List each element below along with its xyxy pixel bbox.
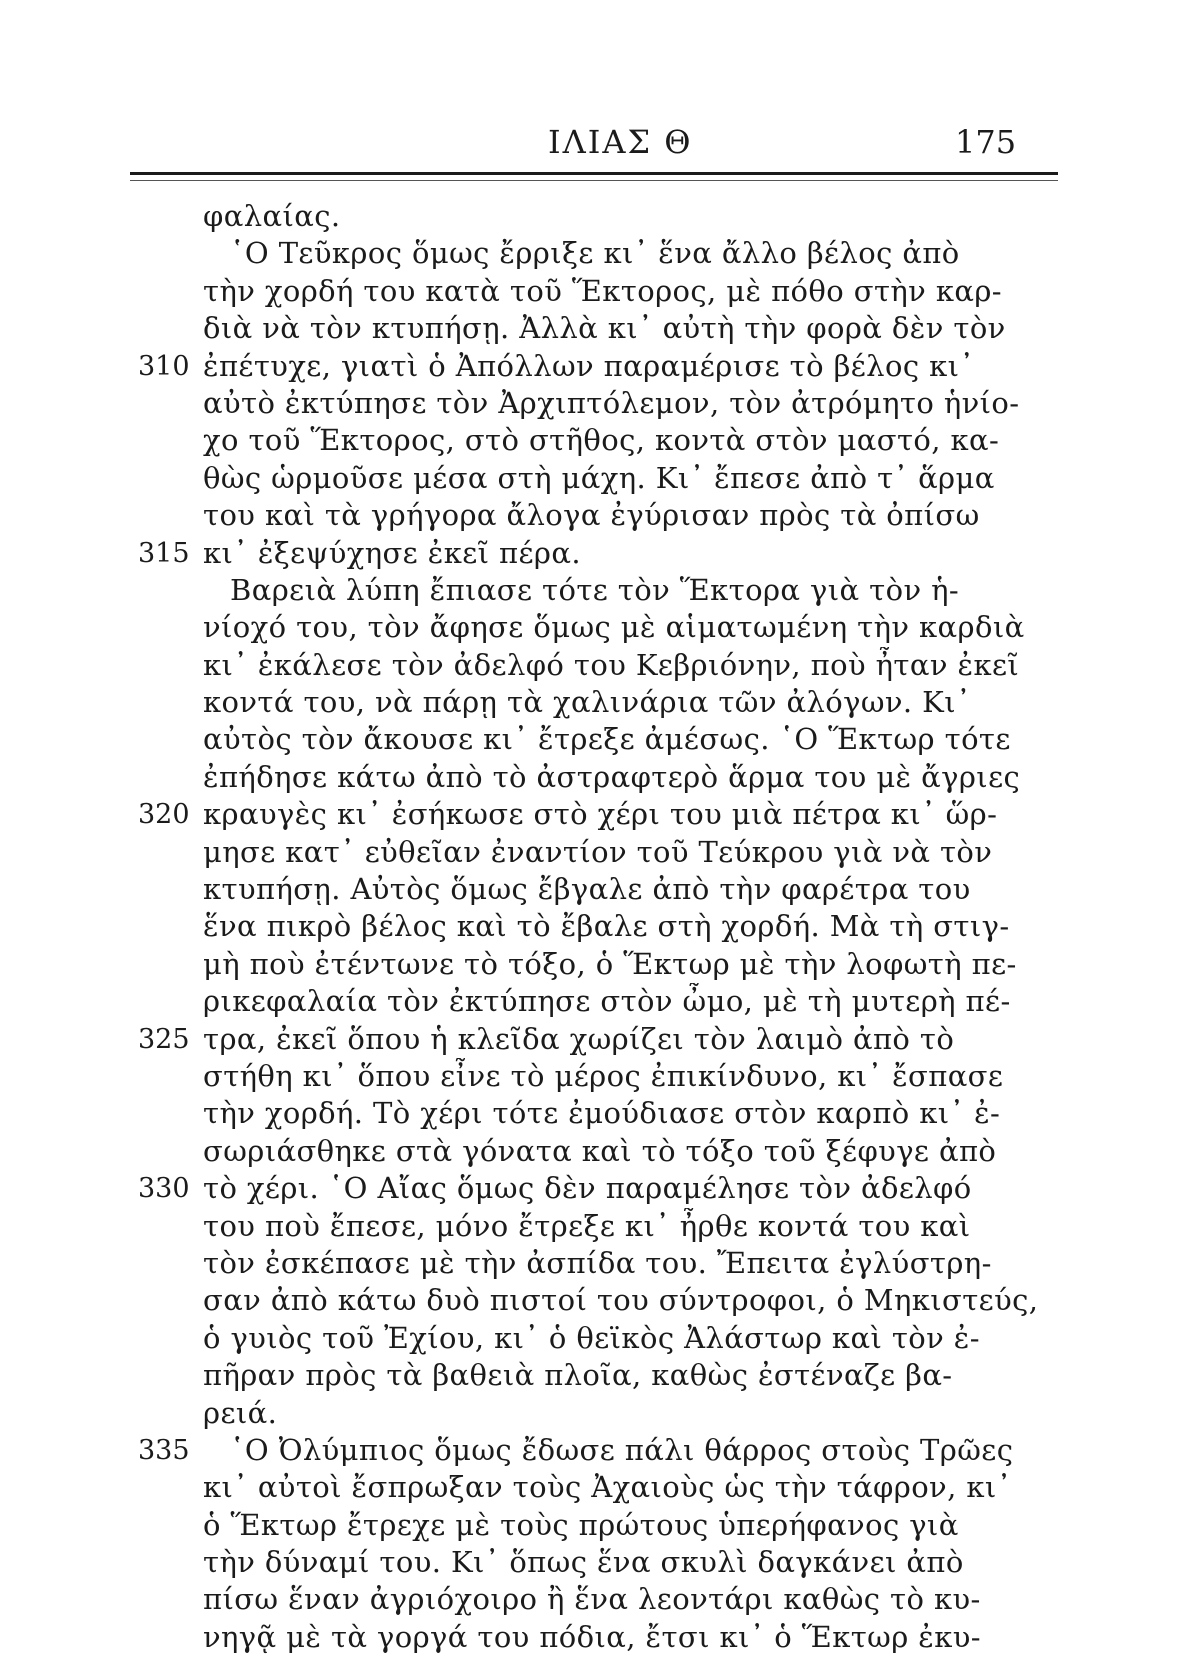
text-line (0, 1544, 1179, 1581)
text-line (0, 871, 1179, 908)
line-number: 330 (138, 1173, 190, 1205)
line-text: αὐτὸ ἐκτύπησε τὸν Ἀρχιπτόλεμον, τὸν ἀτρόμητο ἡνίο- (203, 385, 1020, 420)
text-line (0, 1357, 1179, 1394)
line-text: κραυγὲς κι᾽ ἐσήκωσε στὸ χέρι του μιὰ πέτρα κι᾽ ὥρ- (203, 797, 998, 832)
line-text: πῆραν πρὸς τὰ βαθειὰ πλοῖα, καθὼς ἐστέναζε βα- (203, 1358, 953, 1393)
text-line (0, 497, 1179, 534)
line-text: ρειά. (203, 1395, 278, 1430)
text-line (0, 460, 1179, 497)
line-text: τὴν χορδή. Τὸ χέρι τότε ἐμούδιασε στὸν καρπὸ κι᾽ ἐ- (203, 1096, 1001, 1131)
line-text: ὁ Ἕκτωρ ἔτρεχε μὲ τοὺς πρώτους ὑπερήφανος γιὰ (203, 1507, 959, 1542)
line-text: ἐπέτυχε, γιατὶ ὁ Ἀπόλλων παραμέρισε τὸ βέλος κι᾽ (203, 348, 975, 383)
line-text: κτυπήσῃ. Αὐτὸς ὅμως ἔβγαλε ἀπὸ τὴν φαρέτρα του (203, 872, 971, 907)
text-line (0, 1395, 1179, 1432)
text-line (0, 535, 1179, 572)
line-text: φαλαίας. (203, 199, 341, 233)
text-line (0, 1619, 1179, 1656)
text-line (0, 1095, 1179, 1132)
line-number: 325 (138, 1023, 190, 1055)
text-line (0, 1058, 1179, 1095)
text-line (0, 647, 1179, 684)
line-text: κοντά του, νὰ πάρῃ τὰ χαλινάρια τῶν ἀλόγων. Κι᾽ (203, 685, 971, 720)
line-text: κι᾽ ἐκάλεσε τὸν ἀδελφό του Κεβριόνην, ποὺ ἦταν ἐκεῖ (203, 647, 1020, 682)
text-line (0, 983, 1179, 1020)
line-number: 310 (138, 350, 190, 382)
line-text: αὐτὸς τὸν ἄκουσε κι᾽ ἔτρεξε ἀμέσως. ῾Ο Ἕκτωρ τότε (203, 722, 1011, 757)
text-line (0, 908, 1179, 945)
line-text: νίοχό του, τὸν ἄφησε ὅμως μὲ αἱματωμένη τὴν καρδιὰ (203, 610, 1025, 645)
header-rule (130, 172, 1058, 175)
line-text: ἐπήδησε κάτω ἀπὸ τὸ ἀστραφτερὸ ἅρμα του μὲ ἄγριες (203, 759, 1021, 794)
text-line (0, 422, 1179, 459)
text-line (0, 834, 1179, 871)
text-line (0, 1581, 1179, 1618)
text-body (0, 198, 1179, 1656)
text-line (0, 310, 1179, 347)
text-line (0, 235, 1179, 272)
line-text: θὼς ὡρμοῦσε μέσα στὴ μάχη. Κι᾽ ἔπεσε ἀπὸ τ᾽ ἅρμα (203, 460, 995, 495)
text-line (0, 1208, 1179, 1245)
line-text: μὴ ποὺ ἐτέντωνε τὸ τόξο, ὁ Ἕκτωρ μὲ τὴν λοφωτὴ πε- (203, 946, 1017, 981)
text-line (0, 1432, 1179, 1469)
text-line (0, 1282, 1179, 1319)
line-text: στήθη κι᾽ ὅπου εἶνε τὸ μέρος ἐπικίνδυνο, κι᾽ ἔσπασε (203, 1058, 1004, 1093)
page-number: 175 (955, 123, 1017, 161)
running-title: ΙΛΙΑΣ Θ (548, 123, 693, 161)
text-line (0, 759, 1179, 796)
line-text: σαν ἀπὸ κάτω δυὸ πιστοί του σύντροφοι, ὁ Μηκιστεύς, (203, 1283, 1039, 1318)
text-line (0, 609, 1179, 646)
line-text: νηγᾷ μὲ τὰ γοργά του πόδια, ἔτσι κι᾽ ὁ Ἕκτωρ ἐκυ- (203, 1619, 981, 1654)
line-text: του ποὺ ἔπεσε, μόνο ἔτρεξε κι᾽ ἦρθε κοντά του καὶ (203, 1208, 971, 1243)
line-text: μησε κατ᾽ εὐθεῖαν ἐναντίον τοῦ Τεύκρου γιὰ νὰ τὸν (203, 834, 993, 869)
line-text: κι᾽ ἐξεψύχησε ἐκεῖ πέρα. (203, 535, 581, 570)
text-line (0, 1245, 1179, 1282)
text-line (0, 1021, 1179, 1058)
text-line (0, 572, 1179, 609)
line-text: τὴν δύναμί του. Κι᾽ ὅπως ἕνα σκυλὶ δαγκάνει ἀπὸ (203, 1545, 964, 1580)
line-text: σωριάσθηκε στὰ γόνατα καὶ τὸ τόξο τοῦ ξέφυγε ἀπὸ (203, 1133, 997, 1168)
text-line (0, 1133, 1179, 1170)
header-rule-thin (130, 180, 1058, 181)
line-text: χο τοῦ Ἕκτορος, στὸ στῆθος, κοντὰ στὸν μαστό, κα- (203, 423, 1000, 458)
line-text: κι᾽ αὐτοὶ ἔσπρωξαν τοὺς Ἀχαιοὺς ὡς τὴν τάφρον, κι᾽ (203, 1470, 1012, 1505)
line-text: διὰ νὰ τὸν κτυπήσῃ. Ἀλλὰ κι᾽ αὐτὴ τὴν φορὰ δὲν τὸν (203, 311, 1006, 346)
line-text: ὁ γυιὸς τοῦ Ἐχίου, κι᾽ ὁ θεϊκὸς Ἀλάστωρ καὶ τὸν ἐ- (203, 1320, 980, 1355)
text-line (0, 273, 1179, 310)
line-text: ἕνα πικρὸ βέλος καὶ τὸ ἔβαλε στὴ χορδή. Μὰ τὴ στιγ- (203, 909, 1010, 944)
text-line (0, 1469, 1179, 1506)
text-line (0, 796, 1179, 833)
line-text: τρα, ἐκεῖ ὅπου ἡ κλεῖδα χωρίζει τὸν λαιμὸ ἀπὸ τὸ (203, 1021, 955, 1056)
text-line (0, 198, 1179, 235)
line-text: Βαρειὰ λύπη ἔπιασε τότε τὸν Ἕκτορα γιὰ τὸν ἡ- (230, 572, 960, 607)
line-number: 320 (138, 799, 190, 831)
text-line (0, 348, 1179, 385)
text-line (0, 385, 1179, 422)
line-text: πίσω ἕναν ἀγριόχοιρο ἢ ἕνα λεοντάρι καθὼς τὸ κυ- (203, 1582, 981, 1617)
line-text: ῾Ο Ὀλύμπιος ὅμως ἔδωσε πάλι θάρρος στοὺς Τρῶες (230, 1432, 1014, 1467)
line-number: 335 (138, 1434, 190, 1466)
line-text: τὴν χορδή του κατὰ τοῦ Ἕκτορος, μὲ πόθο στὴν καρ- (203, 273, 1002, 308)
line-text: τὸν ἐσκέπασε μὲ τὴν ἀσπίδα του. Ἔπειτα ἐγλύστρη- (203, 1245, 992, 1280)
line-text: ῾Ο Τεῦκρος ὅμως ἔρριξε κι᾽ ἕνα ἄλλο βέλος ἀπὸ (230, 236, 960, 271)
text-line (0, 946, 1179, 983)
line-number: 315 (138, 537, 190, 569)
text-line (0, 1320, 1179, 1357)
line-text: τὸ χέρι. ῾Ο Αἴας ὅμως δὲν παραμέλησε τὸν ἀδελφό (203, 1171, 972, 1206)
line-text: ρικεφαλαία τὸν ἐκτύπησε στὸν ὦμο, μὲ τὴ μυτερὴ πέ- (203, 984, 1011, 1019)
text-line (0, 684, 1179, 721)
text-line (0, 1507, 1179, 1544)
line-text: του καὶ τὰ γρήγορα ἄλογα ἐγύρισαν πρὸς τὰ ὀπίσω (203, 498, 980, 533)
text-line (0, 721, 1179, 758)
text-line (0, 1170, 1179, 1207)
page-header (0, 0, 1179, 180)
